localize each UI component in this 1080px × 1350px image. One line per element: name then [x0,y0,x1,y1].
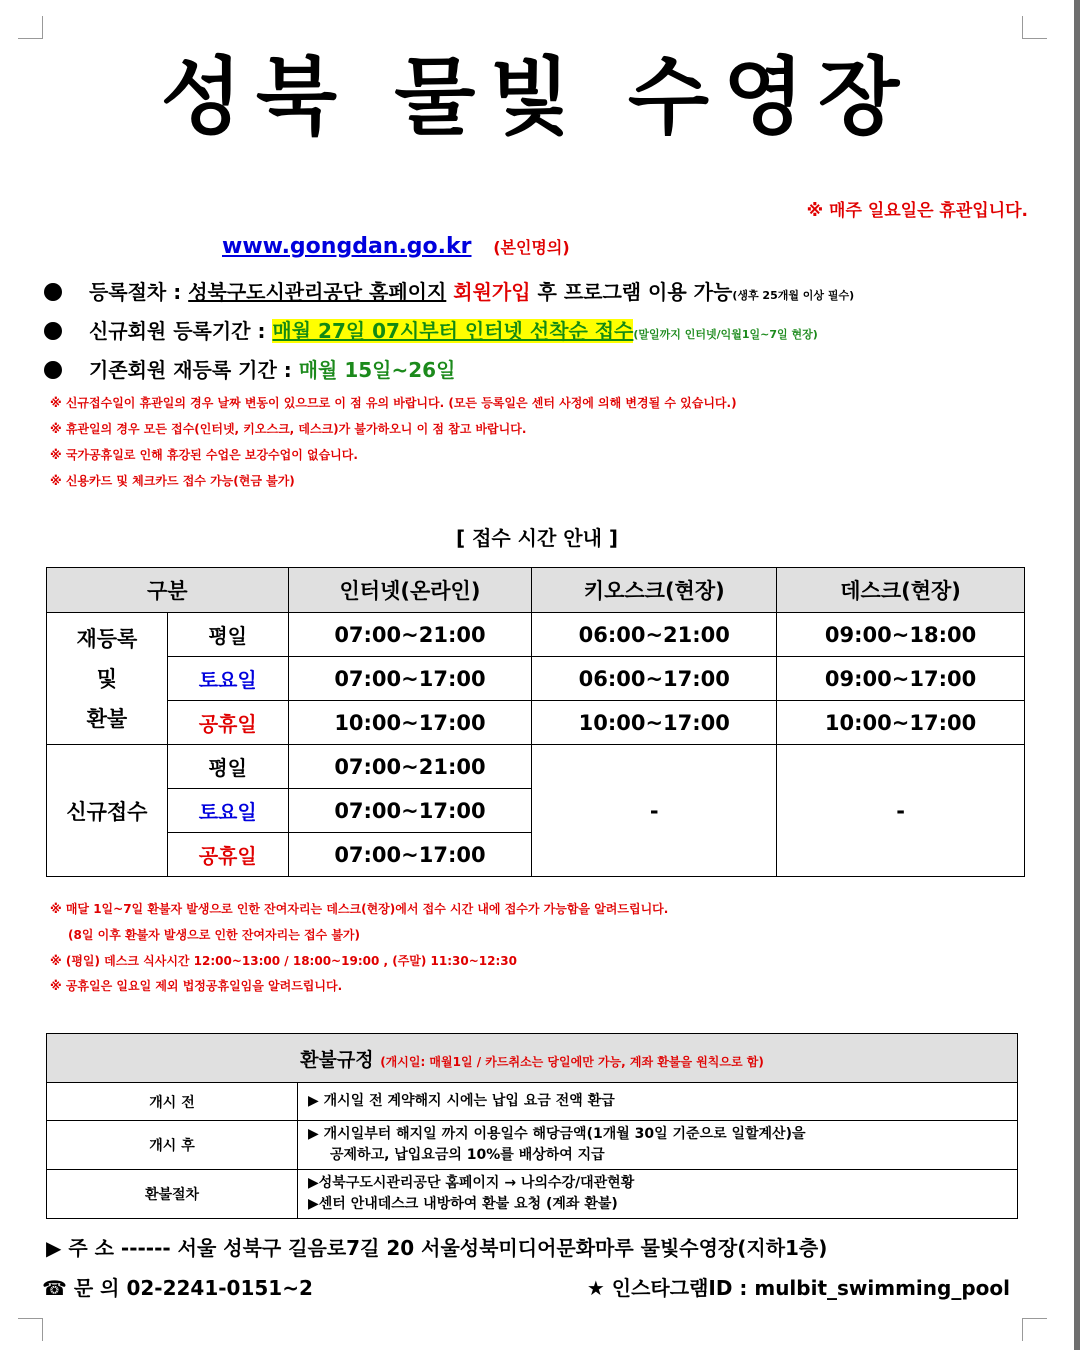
existing-member-line [44,354,455,383]
day-holiday: 공휴일 [167,701,288,745]
instagram-line: ★ 인스타그램ID : mulbit_swimming_pool [586,1276,1010,1300]
refund-subtitle: (개시일: 매월1일 / 카드취소는 당일에만 가능, 계좌 환불을 원칙으로 함) [380,1054,764,1069]
note-bottom: (8일 이후 환불자 발생으로 인한 잔여자리는 접수 불가) [68,928,360,942]
address-line: ▶ 주 소 ------ 서울 성북구 길음로7길 20 서울성북미디어문화마루 물빛수영장(지하1층) [46,1236,828,1260]
registration-small: (생후 25개월 이상 필수) [732,289,855,302]
existing-member-label: 기존회원 재등록 기간 : [88,358,292,382]
dash-cell: - [532,745,777,877]
table-row [47,1121,1018,1170]
refund-value: ▶ 개시일부터 해지일 까지 이용일수 해당금액(1개월 30일 기준으로 일할계산)을 공제하고, 납입요금의 10%를 배상하여 지급 [298,1121,1018,1170]
table-row [47,1083,1018,1121]
closed-notice: ※ 매주 일요일은 휴관입니다. [806,201,1028,221]
table-row [47,701,1025,745]
new-member-label: 신규회원 등록기간 : [88,319,266,343]
website-line [222,234,570,259]
header-cell: 구분 [47,568,289,613]
crop-mark [1022,1318,1047,1341]
time-cell: 07:00~17:00 [288,657,532,701]
refund-table [46,1033,1018,1219]
crop-mark [1022,16,1047,39]
new-registration-label: 신규접수 [47,745,168,877]
refund-value: ▶ 개시일 전 계약해지 시에는 납입 요금 전액 환급 [298,1083,1018,1121]
time-cell: 09:00~17:00 [777,657,1025,701]
bullet-icon [44,361,62,379]
time-cell: 10:00~17:00 [288,701,532,745]
day-saturday: 토요일 [167,789,288,833]
table-row [47,657,1025,701]
registration-line [44,276,854,305]
bullet-icon [44,322,62,340]
re-register-label: 재등록 및 환불 [47,613,168,745]
table-row [47,745,1025,789]
table-row [47,1170,1018,1219]
day-weekday: 평일 [167,613,288,657]
note-bottom: ※ 매달 1일~7일 환불자 발생으로 인한 잔여자리는 데스크(현장)에서 접수 시간 내에 접수가 가능함을 알려드립니다. [50,902,669,916]
website-link[interactable]: www.gongdan.go.kr [222,234,472,259]
time-cell: 10:00~17:00 [532,701,777,745]
time-cell: 06:00~21:00 [532,613,777,657]
refund-key: 개시 후 [47,1121,298,1170]
crop-mark [18,1318,43,1341]
refund-key: 환불절차 [47,1170,298,1219]
website-note: (본인명의) [493,238,570,257]
section-title: [ 접수 시간 안내 ] [455,526,619,550]
header-cell: 키오스크(현장) [532,568,777,613]
registration-after: 후 프로그램 이용 가능 [537,280,733,304]
refund-header [47,1034,1018,1083]
day-saturday: 토요일 [167,657,288,701]
page-title: 성북 물빛 수영장 [160,48,914,146]
schedule-header-row [47,568,1025,613]
time-cell: 09:00~18:00 [777,613,1025,657]
table-row [47,613,1025,657]
registration-label: 등록절차 : [88,280,182,304]
note-top: ※ 신규접수일이 휴관일의 경우 날짜 변동이 있으므로 이 점 유의 바랍니다. (모든 등록일은 센터 사정에 의해 변경될 수 있습니다.) [50,396,737,410]
day-weekday: 평일 [167,745,288,789]
note-top: ※ 국가공휴일로 인해 휴강된 수업은 보강수업이 없습니다. [50,448,358,462]
header-cell: 인터넷(온라인) [288,568,532,613]
bullet-icon [44,283,62,301]
header-cell: 데스크(현장) [777,568,1025,613]
registration-join: 회원가입 [453,280,531,304]
phone-line: ☎ 문 의 02-2241-0151~2 [42,1276,313,1300]
new-member-period: 매월 27일 07시부터 인터넷 선착순 접수 [272,319,634,343]
note-top: ※ 신용카드 및 체크카드 접수 가능(현금 불가) [50,474,295,488]
time-cell: 10:00~17:00 [777,701,1025,745]
time-cell: 07:00~21:00 [288,613,532,657]
time-cell: 06:00~17:00 [532,657,777,701]
note-bottom: ※ 공휴일은 일요일 제외 법정공휴일임을 알려드립니다. [50,979,343,993]
refund-title: 환불규정 [300,1048,374,1071]
refund-key: 개시 전 [47,1083,298,1121]
dash-cell: - [777,745,1025,877]
refund-header-row [47,1034,1018,1083]
new-member-small: (말일까지 인터넷/익월1일~7일 현장) [633,328,818,341]
refund-value: ▶성북구도시관리공단 홈페이지 → 나의수강/대관현황 ▶센터 안내데스크 내방하여 환불 요청 (계좌 환불) [298,1170,1018,1219]
crop-mark [18,16,43,39]
time-cell: 07:00~17:00 [288,789,532,833]
note-top: ※ 휴관일의 경우 모든 접수(인터넷, 키오스크, 데스크)가 불가하오니 이 점 참고 바랍니다. [50,422,527,436]
new-member-line [44,315,818,344]
existing-member-period: 매월 15일~26일 [298,358,456,382]
day-holiday: 공휴일 [167,833,288,877]
registration-site: 성북구도시관리공단 홈페이지 [188,280,447,304]
right-border [1074,0,1080,1350]
note-bottom: ※ (평일) 데스크 식사시간 12:00~13:00 / 18:00~19:00 , (주말) 11:30~12:30 [50,954,518,968]
schedule-table [46,567,1025,877]
time-cell: 07:00~21:00 [288,745,532,789]
time-cell: 07:00~17:00 [288,833,532,877]
